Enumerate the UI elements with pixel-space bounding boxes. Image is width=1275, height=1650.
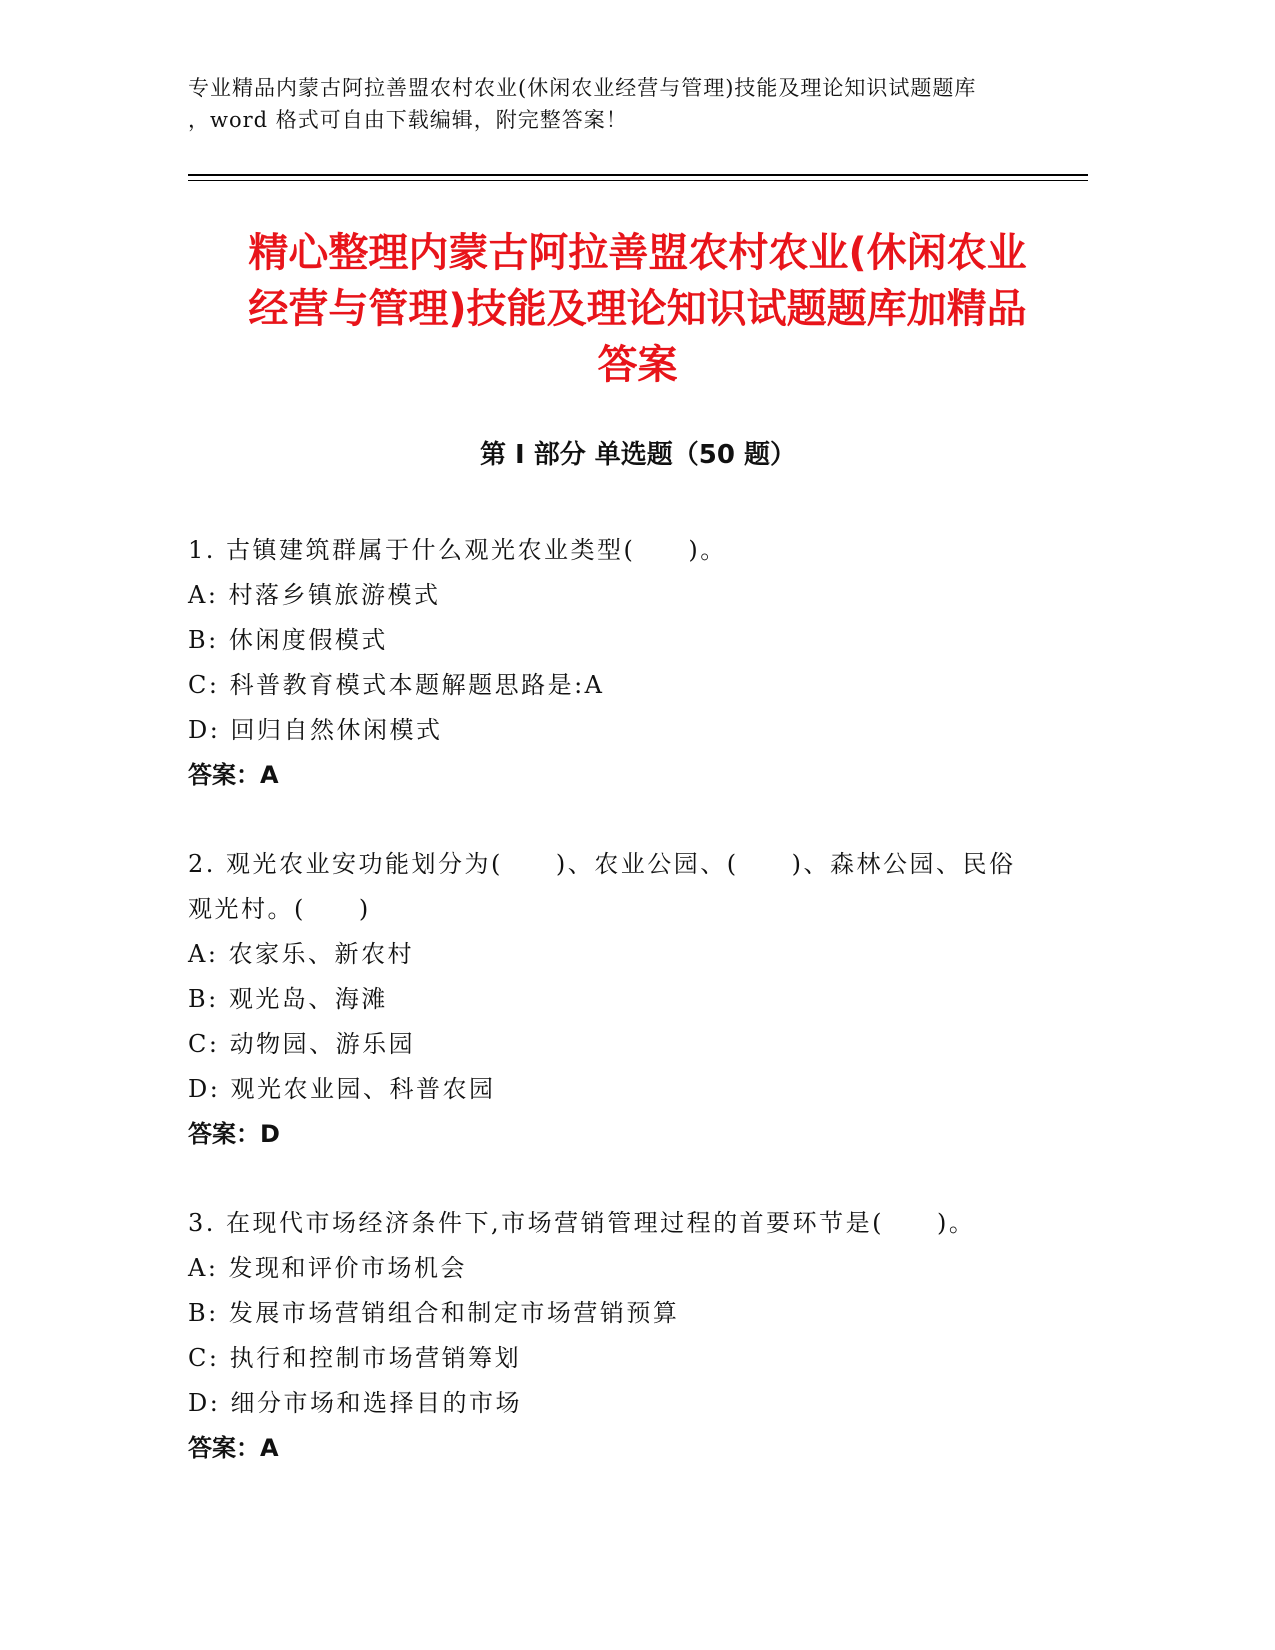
option-c: C: 执行和控制市场营销筹划: [188, 1344, 522, 1372]
header-divider-thick: [188, 174, 1088, 176]
option-d: D: 观光农业园、科普农园: [188, 1075, 496, 1103]
question-stem-continued: 观光村。( ): [188, 895, 371, 923]
question-1: [188, 528, 1088, 798]
option-b: B: 休闲度假模式: [188, 626, 388, 654]
document-title: [170, 225, 1105, 393]
document-title-line-1: 精心整理内蒙古阿拉善盟农村农业(休闲农业: [248, 230, 1027, 276]
document-title-line-3: 答案: [597, 342, 678, 388]
question-2: [188, 842, 1088, 1157]
option-d: D: 细分市场和选择目的市场: [188, 1389, 522, 1417]
document-title-line-2: 经营与管理)技能及理论知识试题题库加精品: [248, 286, 1027, 332]
option-b: B: 观光岛、海滩: [188, 985, 388, 1013]
header-note-line-1: 专业精品内蒙古阿拉善盟农村农业(休闲农业经营与管理)技能及理论知识试题题库: [188, 76, 977, 100]
question-stem: 2. 观光农业安功能划分为( )、农业公园、( )、森林公园、民俗: [188, 850, 1016, 878]
answer: 答案：A: [188, 761, 279, 789]
option-d: D: 回归自然休闲模式: [188, 716, 443, 744]
option-c: C: 动物园、游乐园: [188, 1030, 416, 1058]
question-stem: 3. 在现代市场经济条件下,市场营销管理过程的首要环节是( )。: [188, 1209, 976, 1237]
option-a: A: 村落乡镇旅游模式: [188, 581, 441, 609]
answer: 答案：A: [188, 1434, 279, 1462]
option-a: A: 农家乐、新农村: [188, 940, 415, 968]
option-b: B: 发展市场营销组合和制定市场营销预算: [188, 1299, 680, 1327]
header-note-line-2: ，word 格式可自由下载编辑，附完整答案！: [188, 108, 628, 132]
header-note: [188, 72, 1088, 136]
header-divider-thin: [188, 180, 1088, 181]
option-a: A: 发现和评价市场机会: [188, 1254, 468, 1282]
question-list: [188, 528, 1088, 1515]
section-heading: 第 I 部分 单选题（50 题）: [479, 440, 797, 470]
answer: 答案：D: [188, 1120, 280, 1148]
question-stem: 1. 古镇建筑群属于什么观光农业类型( )。: [188, 536, 727, 564]
question-3: [188, 1201, 1088, 1471]
option-c: C: 科普教育模式本题解题思路是:A: [188, 671, 605, 699]
